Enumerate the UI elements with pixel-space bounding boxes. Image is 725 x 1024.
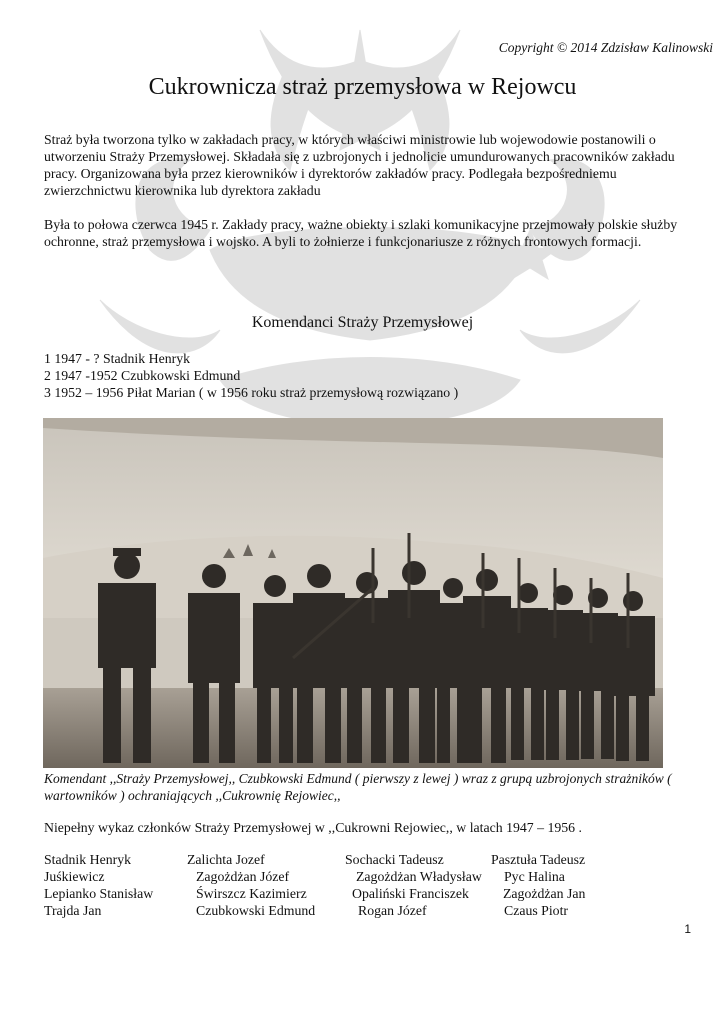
member-name: Opaliński Franciszek xyxy=(352,886,469,901)
member-name: Stadnik Henryk xyxy=(44,852,131,867)
members-row xyxy=(44,903,694,920)
intro-paragraph-2: Była to połowa czerwca 1945 r. Zakłady pracy, ważne obiekty i szlaki komunikacyjne przejmowały polskie służby ochronne, straż przemysłowa i wojsko. A byli to żołnierze i funkcjonariusze z różnych frontowych formacji. xyxy=(44,217,678,249)
commanders-heading: Komendanci Straży Przemysłowej xyxy=(251,314,474,331)
member-name: Czaus Piotr xyxy=(504,903,568,918)
members-heading: Niepełny wykaz członków Straży Przemysłowej w ,,Cukrowni Rejowiec,, w latach 1947 – 1956 . xyxy=(44,820,582,835)
page-title: Cukrownicza straż przemysłowa w Rejowcu xyxy=(148,74,577,100)
member-name: Zalichta Jozef xyxy=(187,852,265,867)
copyright-notice: Copyright © 2014 Zdzisław Kalinowski xyxy=(498,40,713,55)
member-name: Rogan Józef xyxy=(358,903,427,918)
photo-caption: Komendant ,,Straży Przemysłowej,, Czubkowski Edmund ( pierwszy z lewej ) wraz z grupą uzbrojonych strażników ( wartowników ) ochraniających ,,Cukrownię Rejowiec,, xyxy=(44,771,672,803)
member-name: Pasztuła Tadeusz xyxy=(491,852,586,867)
member-name: Pyc Halina xyxy=(504,869,565,884)
member-name: Juśkiewicz xyxy=(44,869,105,884)
historic-group-photo xyxy=(43,418,663,768)
member-name: Zagożdżan Jan xyxy=(503,886,586,901)
page-number: 1 xyxy=(684,922,691,936)
member-name: Czubkowski Edmund xyxy=(196,903,316,918)
commander-item: 3 1952 – 1956 Piłat Marian ( w 1956 roku straż przemysłową rozwiązano ) xyxy=(44,385,459,400)
member-name: Zagożdżan Józef xyxy=(196,869,290,884)
members-table xyxy=(44,852,694,920)
member-name: Trajda Jan xyxy=(44,903,102,918)
member-name: Zagożdżan Władysław xyxy=(356,869,482,884)
intro-paragraph-1: Straż była tworzona tylko w zakładach pracy, w których właściwi ministrowie lub wojewodowie postanowili o utworzeniu Straży Przemysłowej. Składała się z uzbrojonych i jednolicie umundurowanych pracowników zakładu pracy. Organizowana była przez kierowników i dyrektorów zakładów pracy. Podlegała bezpośredniemu zwierzchnictwu kierownika lub dyrektora zakładu xyxy=(44,132,675,198)
commanders-list xyxy=(44,350,458,401)
commander-item: 2 1947 -1952 Czubkowski Edmund xyxy=(44,368,241,383)
member-name: Świrszcz Kazimierz xyxy=(196,886,307,901)
commander-item: 1 1947 - ? Stadnik Henryk xyxy=(44,351,190,366)
members-row xyxy=(44,886,694,903)
member-name: Lepianko Stanisław xyxy=(44,886,154,901)
member-name: Sochacki Tadeusz xyxy=(345,852,444,867)
members-row xyxy=(44,869,694,886)
members-row xyxy=(44,852,694,869)
